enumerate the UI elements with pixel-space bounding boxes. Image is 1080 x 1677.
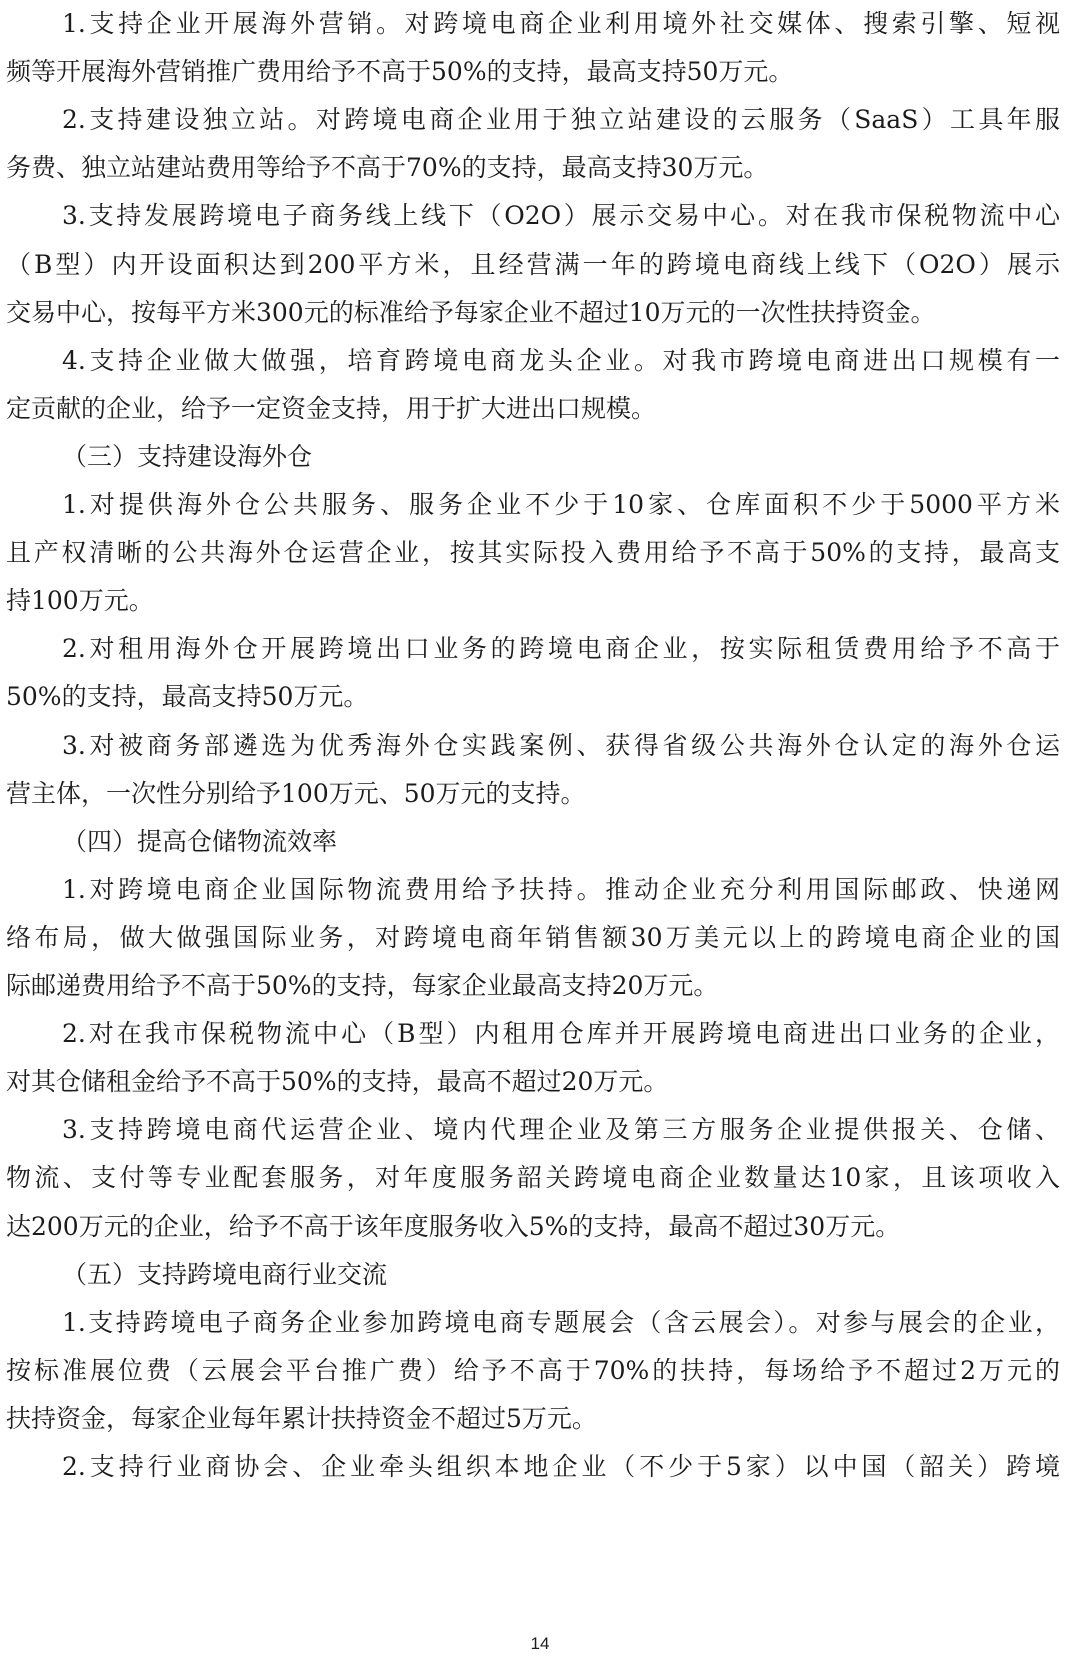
text-line: 按标准展位费（云展会平台推广费）给予不高于70%的扶持，每场给予不超过2万元的 — [6, 1355, 1060, 1385]
text-line: 物流、支付等专业配套服务，对年度服务韶关跨境电商企业数量达10家，且该项收入 — [6, 1163, 1060, 1193]
text-line: 1.支持跨境电子商务企业参加跨境电商专题展会（含云展会）。对参与展会的企业， — [62, 1307, 1060, 1337]
text-line: 对其仓储租金给予不高于50%的支持，最高不超过20万元。 — [6, 1067, 669, 1097]
text-line: 2.支持行业商协会、企业牵头组织本地企业（不少于5家）以中国（韶关）跨境 — [62, 1452, 1060, 1481]
text-line: 达200万元的企业，给予不高于该年度服务收入5%的支持，最高不超过30万元。 — [6, 1211, 901, 1241]
text-line: 50%的支持，最高支持50万元。 — [6, 682, 369, 712]
text-line: 交易中心，按每平方米300元的标准给予每家企业不超过10万元的一次性扶持资金。 — [6, 297, 936, 327]
text-line: 定贡献的企业，给予一定资金支持，用于扩大进出口规模。 — [6, 393, 657, 423]
text-line: 1.支持企业开展海外营销。对跨境电商企业利用境外社交媒体、搜索引擎、短视 — [62, 9, 1060, 38]
text-line: （三）支持建设海外仓 — [62, 441, 313, 471]
text-line: 2.对在我市保税物流中心（B型）内租用仓库并开展跨境电商进出口业务的企业， — [62, 1019, 1060, 1049]
text-line: 3.支持跨境电商代运营企业、境内代理企业及第三方服务企业提供报关、仓储、 — [62, 1115, 1060, 1145]
text-line: （B型）内开设面积达到200平方米，且经营满一年的跨境电商线上线下（O2O）展示 — [6, 249, 1060, 279]
text-line: 际邮递费用给予不高于50%的支持，每家企业最高支持20万元。 — [6, 971, 719, 1000]
text-line: 营主体，一次性分别给予100万元、50万元的支持。 — [6, 778, 586, 808]
text-line: 务费、独立站建站费用等给予不高于70%的支持，最高支持30万元。 — [6, 153, 769, 183]
page-number: 14 — [530, 1634, 550, 1653]
text-line: （五）支持跨境电商行业交流 — [62, 1259, 388, 1289]
text-line: 频等开展海外营销推广费用给予不高于50%的支持，最高支持50万元。 — [6, 57, 794, 87]
text-line: （四）提高仓储物流效率 — [62, 826, 338, 856]
text-line: 4.支持企业做大做强，培育跨境电商龙头企业。对我市跨境电商进出口规模有一 — [62, 345, 1060, 375]
text-line: 络布局，做大做强国际业务，对跨境电商年销售额30万美元以上的跨境电商企业的国 — [6, 922, 1060, 952]
text-line: 2.支持建设独立站。对跨境电商企业用于独立站建设的云服务（SaaS）工具年服 — [62, 105, 1060, 135]
text-line: 1.对提供海外仓公共服务、服务企业不少于10家、仓库面积不少于5000平方米 — [62, 490, 1060, 519]
text-line: 且产权清晰的公共海外仓运营企业，按其实际投入费用给予不高于50%的支持，最高支 — [6, 538, 1060, 568]
text-line: 扶持资金，每家企业每年累计扶持资金不超过5万元。 — [6, 1403, 597, 1433]
text-line: 持100万元。 — [6, 586, 154, 616]
text-line: 3.对被商务部遴选为优秀海外仓实践案例、获得省级公共海外仓认定的海外仓运 — [62, 730, 1060, 760]
text-line: 1.对跨境电商企业国际物流费用给予扶持。推动企业充分利用国际邮政、快递网 — [62, 874, 1060, 904]
text-line: 2.对租用海外仓开展跨境出口业务的跨境电商企业，按实际租赁费用给予不高于 — [62, 634, 1060, 664]
text-line: 3.支持发展跨境电子商务线上线下（O2O）展示交易中心。对在我市保税物流中心 — [62, 201, 1060, 231]
